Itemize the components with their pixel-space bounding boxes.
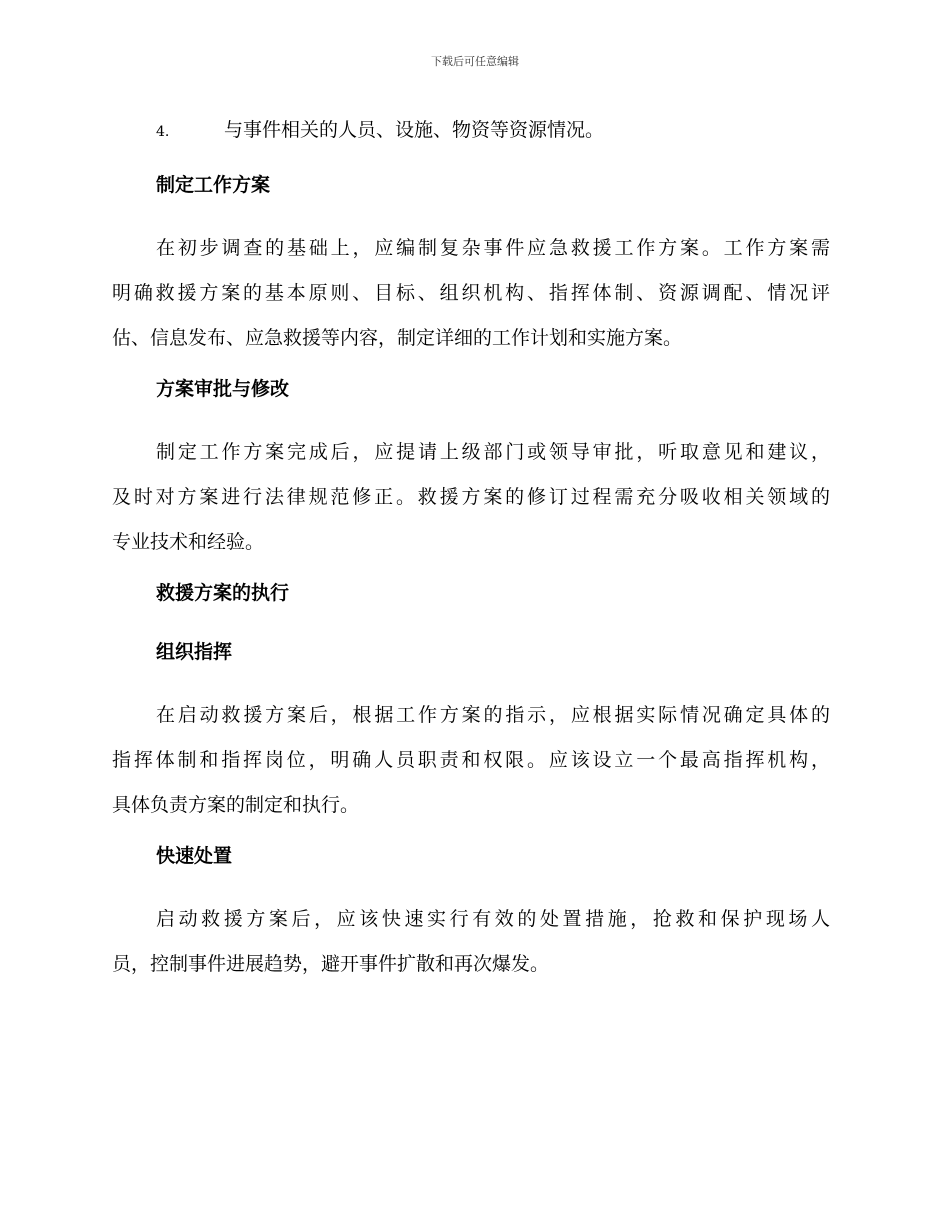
paragraph-line: 估、信息发布、应急救援等内容，制定详细的工作计划和实施方案。 [112, 327, 683, 349]
paragraph-line: 员，控制事件进展趋势，避开事件扩散和再次爆发。 [112, 953, 550, 975]
paragraph-line: 制定工作方案完成后，应提请上级部门或领导审批，听取意见和建议， [156, 441, 830, 463]
list-item-text: 与事件相关的人员、设施、物资等资源情况。 [224, 119, 605, 141]
paragraph-line: 启动救援方案后，应该快速实行有效的处置措施，抢救和保护现场人 [156, 908, 830, 930]
paragraph-line: 具体负责方案的制定和执行。 [112, 794, 360, 816]
page-header: 下载后可任意编辑 [431, 55, 519, 68]
section-heading-command: 组织指挥 [156, 641, 233, 663]
paragraph-rapid-response [112, 897, 830, 987]
section-heading-execution: 救援方案的执行 [156, 582, 290, 604]
section-heading-rapid-response: 快速处置 [156, 845, 233, 867]
list-item-number: 4. [156, 124, 170, 140]
paragraph-line: 专业技术和经验。 [112, 531, 265, 553]
document-body [112, 112, 830, 997]
paragraph-line: 明确救援方案的基本原则、目标、组织机构、指挥体制、资源调配、情况评 [112, 282, 830, 304]
section-heading-approval: 方案审批与修改 [156, 378, 290, 400]
paragraph-command [112, 693, 830, 828]
paragraph-line: 指挥体制和指挥岗位，明确人员职责和权限。应该设立一个最高指挥机构， [112, 749, 830, 771]
paragraph-work-plan [112, 226, 830, 361]
section-heading-work-plan: 制定工作方案 [156, 174, 271, 196]
paragraph-line: 及时对方案进行法律规范修正。救援方案的修订过程需充分吸收相关领域的 [112, 486, 830, 508]
paragraph-line: 在初步调查的基础上，应编制复杂事件应急救援工作方案。工作方案需 [156, 237, 830, 259]
paragraph-line: 在启动救援方案后，根据工作方案的指示，应根据实际情况确定具体的 [156, 704, 830, 726]
list-item [112, 112, 830, 148]
paragraph-approval [112, 430, 830, 565]
